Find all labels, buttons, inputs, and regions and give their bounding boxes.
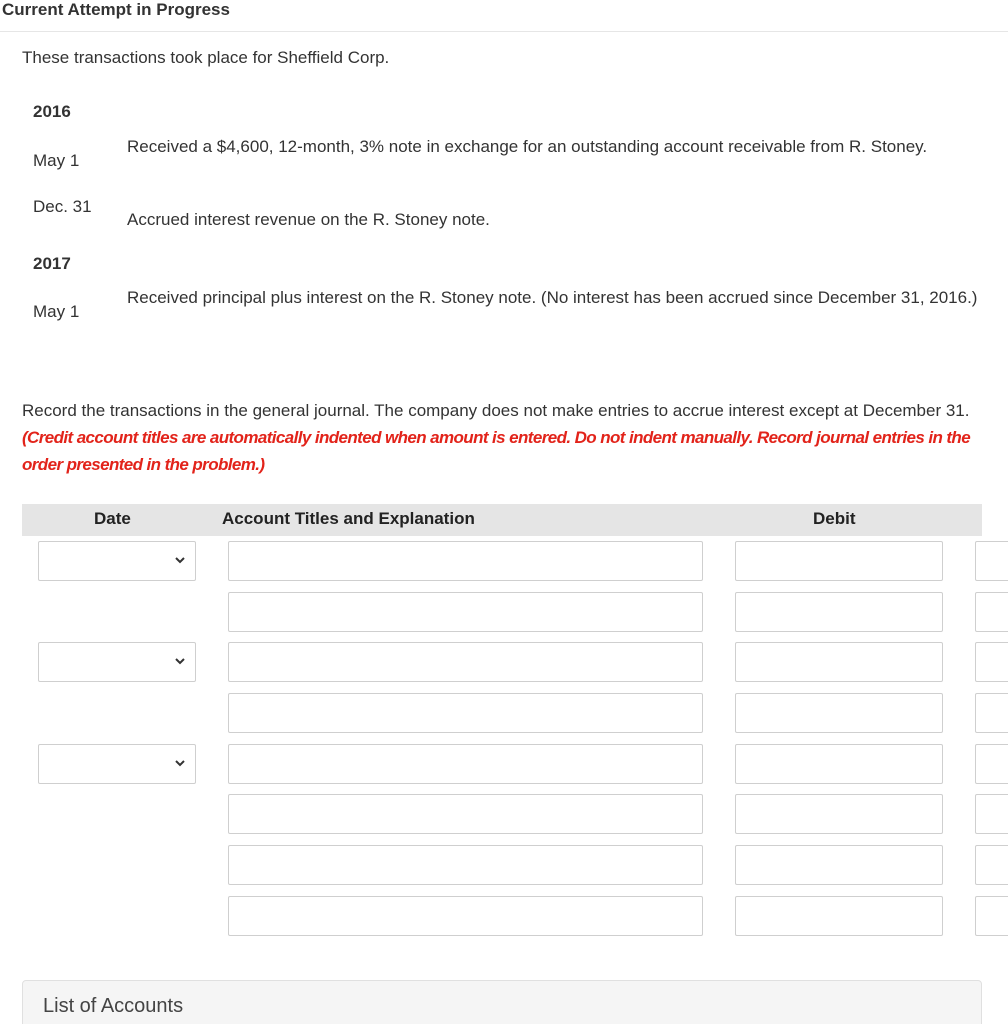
credit-input[interactable] <box>975 541 1008 581</box>
debit-input[interactable] <box>735 896 943 936</box>
instructions-text: Record the transactions in the general journal. The company does not make entries to accrue interest except at December 31. <box>22 401 970 420</box>
account-title-input[interactable] <box>228 592 703 632</box>
date-select[interactable] <box>38 541 196 581</box>
account-title-input[interactable] <box>228 744 703 784</box>
chevron-down-icon <box>173 756 187 770</box>
journal-table-header <box>22 504 982 536</box>
debit-input[interactable] <box>735 642 943 682</box>
debit-input[interactable] <box>735 845 943 885</box>
credit-input[interactable] <box>975 845 1008 885</box>
attempt-status-title: Current Attempt in Progress <box>2 0 230 19</box>
header-bar <box>0 0 1008 32</box>
transaction-date: May 1 <box>33 302 80 321</box>
account-title-input[interactable] <box>228 642 703 682</box>
credit-input[interactable] <box>975 592 1008 632</box>
column-date: Date <box>94 509 131 528</box>
transaction-description: Received a $4,600, 12-month, 3% note in exchange for an outstanding account receivable from R. Stoney. <box>127 137 928 156</box>
column-account-titles: Account Titles and Explanation <box>222 509 475 528</box>
list-of-accounts-panel[interactable] <box>22 980 982 1024</box>
credit-input[interactable] <box>975 896 1008 936</box>
instructions <box>22 397 982 478</box>
transaction-date: May 1 <box>33 151 80 170</box>
debit-input[interactable] <box>735 592 943 632</box>
credit-input[interactable] <box>975 693 1008 733</box>
date-select[interactable] <box>38 642 196 682</box>
debit-input[interactable] <box>735 744 943 784</box>
list-of-accounts-label: List of Accounts <box>43 995 184 1017</box>
date-select[interactable] <box>38 744 196 784</box>
transaction-description: Received principal plus interest on the R. Stoney note. (No interest has been accrued since December 31, 2016.) <box>127 288 978 307</box>
account-title-input[interactable] <box>228 541 703 581</box>
account-title-input[interactable] <box>228 896 703 936</box>
account-title-input[interactable] <box>228 845 703 885</box>
problem-intro: These transactions took place for Sheffield Corp. <box>22 48 390 67</box>
credit-input[interactable] <box>975 642 1008 682</box>
debit-input[interactable] <box>735 693 943 733</box>
credit-input[interactable] <box>975 794 1008 834</box>
year-2016: 2016 <box>33 102 71 121</box>
credit-input[interactable] <box>975 744 1008 784</box>
chevron-down-icon <box>173 553 187 567</box>
chevron-down-icon <box>173 654 187 668</box>
debit-input[interactable] <box>735 794 943 834</box>
column-debit: Debit <box>813 509 856 528</box>
year-2017: 2017 <box>33 254 71 273</box>
transaction-date: Dec. 31 <box>33 197 92 216</box>
account-title-input[interactable] <box>228 693 703 733</box>
account-title-input[interactable] <box>228 794 703 834</box>
debit-input[interactable] <box>735 541 943 581</box>
instructions-red-note: (Credit account titles are automatically indented when amount is entered. Do not indent manually. Record journal entries in the order presented in the problem.) <box>22 428 971 474</box>
transaction-description: Accrued interest revenue on the R. Stoney note. <box>127 210 490 229</box>
